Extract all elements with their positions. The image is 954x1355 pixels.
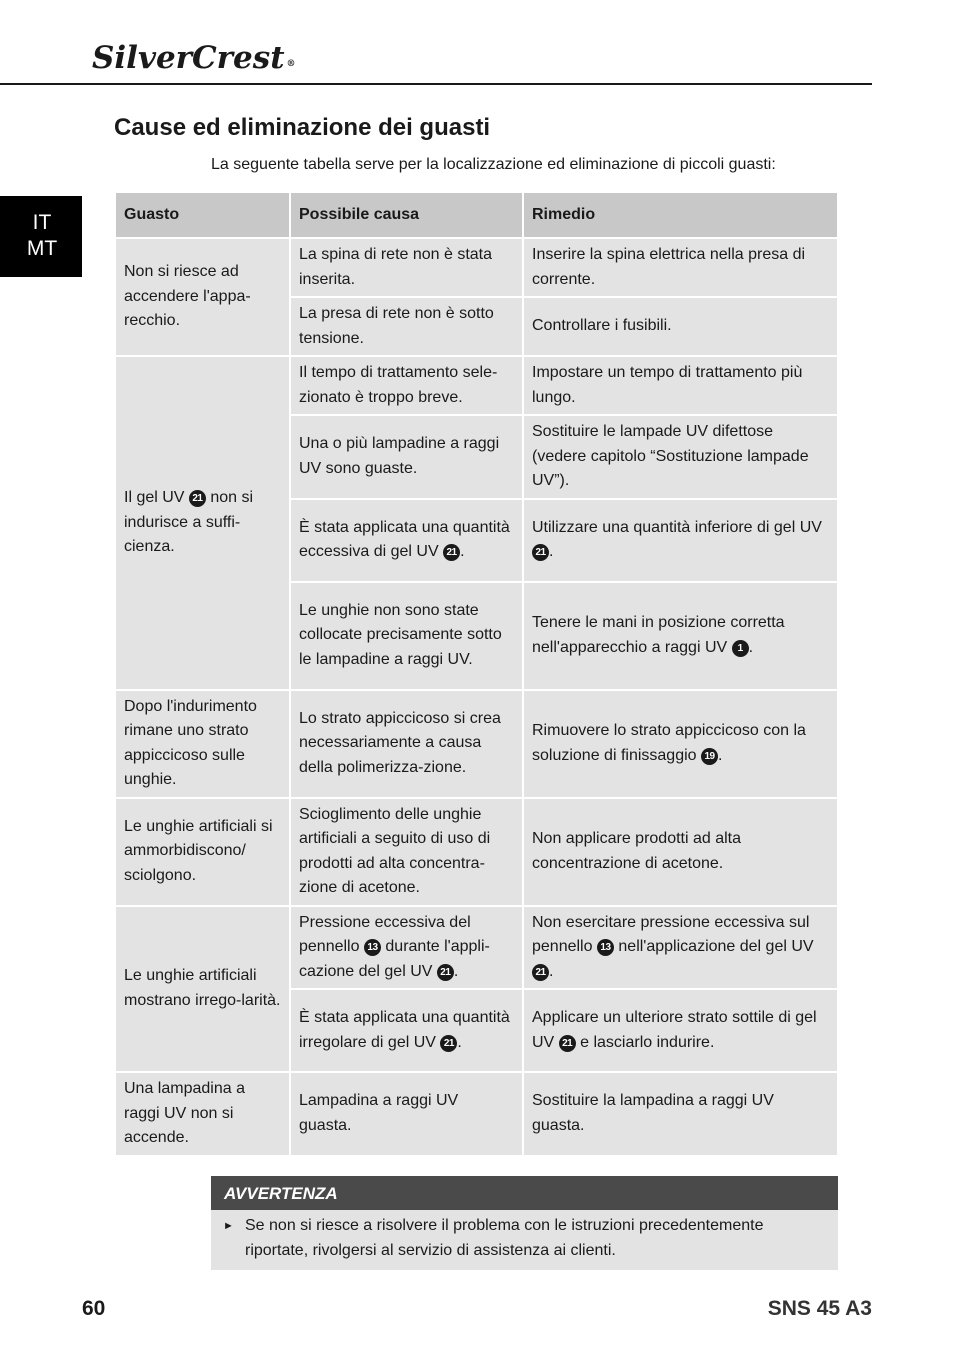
part-number-badge: 19 bbox=[701, 748, 718, 765]
cause-cell: La presa di rete non è sotto tensione. bbox=[291, 298, 522, 355]
bullet-arrow-icon: ► bbox=[223, 1220, 234, 1232]
part-number-badge: 21 bbox=[440, 1035, 457, 1052]
table-row bbox=[116, 799, 837, 905]
remedy-cell: Sostituire la lampadina a raggi UV guasta. bbox=[524, 1073, 837, 1155]
fault-cell: Le unghie artificiali mostrano irrego-larità. bbox=[116, 907, 289, 1072]
warning-box bbox=[211, 1176, 838, 1270]
warning-title: AVVERTENZA bbox=[211, 1176, 838, 1210]
table-row bbox=[116, 1073, 837, 1155]
cause-cell: È stata applicata una quantità irregolare di gel UV 21 . bbox=[291, 990, 522, 1071]
table-row bbox=[116, 907, 837, 989]
page-title: Cause ed eliminazione dei guasti bbox=[114, 114, 491, 141]
remedy-cell: Rimuovere lo strato appiccicoso con la soluzione di finissaggio 19 . bbox=[524, 691, 837, 797]
fault-cell: Le unghie artificiali si ammorbidiscono/ sciolgono. bbox=[116, 799, 289, 905]
cause-cell: È stata applicata una quantità eccessiva di gel UV 21 . bbox=[291, 500, 522, 581]
fault-cell: Dopo l'indurimento rimane uno strato appiccicoso sulle unghie. bbox=[116, 691, 289, 797]
header-remedy: Rimedio bbox=[524, 193, 837, 237]
fault-cell: Non si riesce ad accendere l'appa-recchio. bbox=[116, 239, 289, 355]
remedy-cell: Sostituire le lampade UV difettose (vedere capitolo “Sostituzione lampade UV”). bbox=[524, 416, 837, 498]
table-row bbox=[116, 691, 837, 797]
cause-cell: Il tempo di trattamento sele-zionato è troppo breve. bbox=[291, 357, 522, 414]
model-number: SNS 45 A3 bbox=[767, 1297, 872, 1320]
remedy-cell: Tenere le mani in posizione corretta nell'apparecchio a raggi UV 1 . bbox=[524, 583, 837, 689]
part-number-badge: 21 bbox=[443, 544, 460, 561]
header-rule bbox=[0, 83, 872, 85]
remedy-cell: Impostare un tempo di trattamento più lungo. bbox=[524, 357, 837, 414]
warning-body bbox=[211, 1210, 838, 1270]
remedy-cell: Applicare un ulteriore strato sottile di gel UV 21 e lasciarlo indurire. bbox=[524, 990, 837, 1071]
part-number-badge: 21 bbox=[559, 1035, 576, 1052]
fault-cell: Una lampadina a raggi UV non si accende. bbox=[116, 1073, 289, 1155]
part-number-badge: 1 bbox=[732, 640, 749, 657]
warning-text: Se non si riesce a risolvere il problema con le istruzioni precedentemente riportate, rivolgersi al servizio di assistenza ai clienti. bbox=[245, 1217, 764, 1259]
cause-cell: Lampadina a raggi UV guasta. bbox=[291, 1073, 522, 1155]
cause-cell: Una o più lampadine a raggi UV sono guaste. bbox=[291, 416, 522, 498]
remedy-cell: Controllare i fusibili. bbox=[524, 298, 837, 355]
part-number-badge: 13 bbox=[364, 939, 381, 956]
cause-cell: Lo strato appiccicoso si crea necessariamente a causa della polimerizza-zione. bbox=[291, 691, 522, 797]
part-number-badge: 21 bbox=[532, 964, 549, 981]
remedy-cell: Non applicare prodotti ad alta concentrazione di acetone. bbox=[524, 799, 837, 905]
registered-mark: ® bbox=[286, 59, 296, 69]
cause-cell: Le unghie non sono state collocate precisamente sotto le lampadine a raggi UV. bbox=[291, 583, 522, 689]
silvercrest-logo: SilverCrest ® bbox=[92, 40, 296, 76]
part-number-badge: 21 bbox=[437, 964, 454, 981]
language-code-mt: MT bbox=[26, 237, 58, 260]
intro-text: La seguente tabella serve per la localizzazione ed eliminazione di piccoli guasti: bbox=[211, 156, 776, 173]
header-cause: Possibile causa bbox=[291, 193, 522, 237]
language-tab bbox=[0, 196, 82, 277]
part-number-badge: 21 bbox=[189, 490, 206, 507]
table-row bbox=[116, 239, 837, 296]
cause-cell: La spina di rete non è stata inserita. bbox=[291, 239, 522, 296]
cause-cell: Pressione eccessiva del pennello 13 durante l'appli-cazione del gel UV 21 . bbox=[291, 907, 522, 989]
remedy-cell: Inserire la spina elettrica nella presa di corrente. bbox=[524, 239, 837, 296]
part-number-badge: 13 bbox=[597, 939, 614, 956]
cause-cell: Scioglimento delle unghie artificiali a seguito di uso di prodotti ad alta concentra-zione di acetone. bbox=[291, 799, 522, 905]
remedy-cell: Utilizzare una quantità inferiore di gel UV 21 . bbox=[524, 500, 837, 581]
language-code-it: IT bbox=[32, 211, 52, 234]
fault-cell: Il gel UV 21 non si indurisce a suffi-cienza. bbox=[116, 357, 289, 689]
table-row bbox=[116, 357, 837, 414]
part-number-badge: 21 bbox=[532, 544, 549, 561]
page-number: 60 bbox=[82, 1297, 106, 1320]
table-header-row bbox=[116, 193, 837, 237]
remedy-cell: Non esercitare pressione eccessiva sul pennello 13 nell'applicazione del gel UV 21 . bbox=[524, 907, 837, 989]
troubleshooting-table bbox=[114, 191, 839, 1157]
header-fault: Guasto bbox=[116, 193, 289, 237]
